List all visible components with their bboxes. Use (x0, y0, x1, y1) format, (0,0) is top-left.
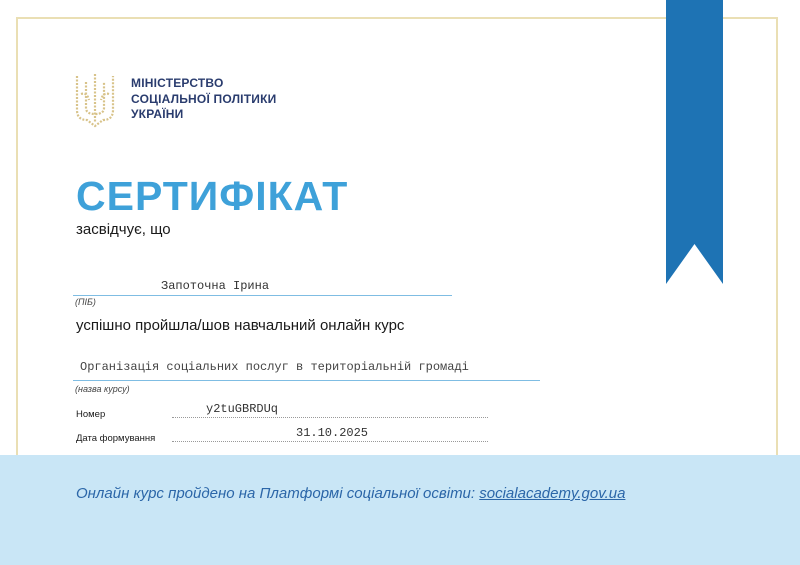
ministry-name (131, 76, 276, 123)
ministry-line-1: МІНІСТЕРСТВО (131, 76, 224, 90)
name-underline (73, 295, 452, 296)
completed-text: успішно пройшла/шов навчальний онлайн курс (76, 317, 405, 334)
name-caption: (ПІБ) (75, 297, 96, 307)
course-underline (73, 380, 540, 381)
footer-band (0, 455, 800, 565)
trident-emblem-icon (73, 70, 117, 128)
recipient-name: Запоточна Ірина (161, 279, 270, 293)
certificate-title: СЕРТИФІКАТ (76, 173, 349, 219)
ministry-line-2: СОЦІАЛЬНОЇ ПОЛІТИКИ (131, 91, 277, 106)
footer-statement: Онлайн курс пройдено на Платформі соціальної освіти: (76, 485, 480, 502)
date-label: Дата формування (76, 433, 156, 444)
issue-date: 31.10.2025 (296, 426, 369, 440)
date-dotted-line (172, 441, 488, 442)
bookmark-ribbon (666, 0, 723, 284)
number-label: Номер (76, 409, 106, 420)
certificate-number: y2tuGBRDUq (206, 402, 279, 416)
number-dotted-line (172, 417, 488, 418)
footer-text (76, 485, 625, 502)
certifies-text: засвідчує, що (76, 221, 171, 238)
platform-link[interactable]: socialacademy.gov.ua (479, 485, 626, 502)
ministry-line-3: УКРАЇНИ (131, 107, 184, 121)
course-name: Організація соціальних послуг в територіальній громаді (80, 360, 469, 374)
course-caption: (назва курсу) (75, 384, 130, 394)
